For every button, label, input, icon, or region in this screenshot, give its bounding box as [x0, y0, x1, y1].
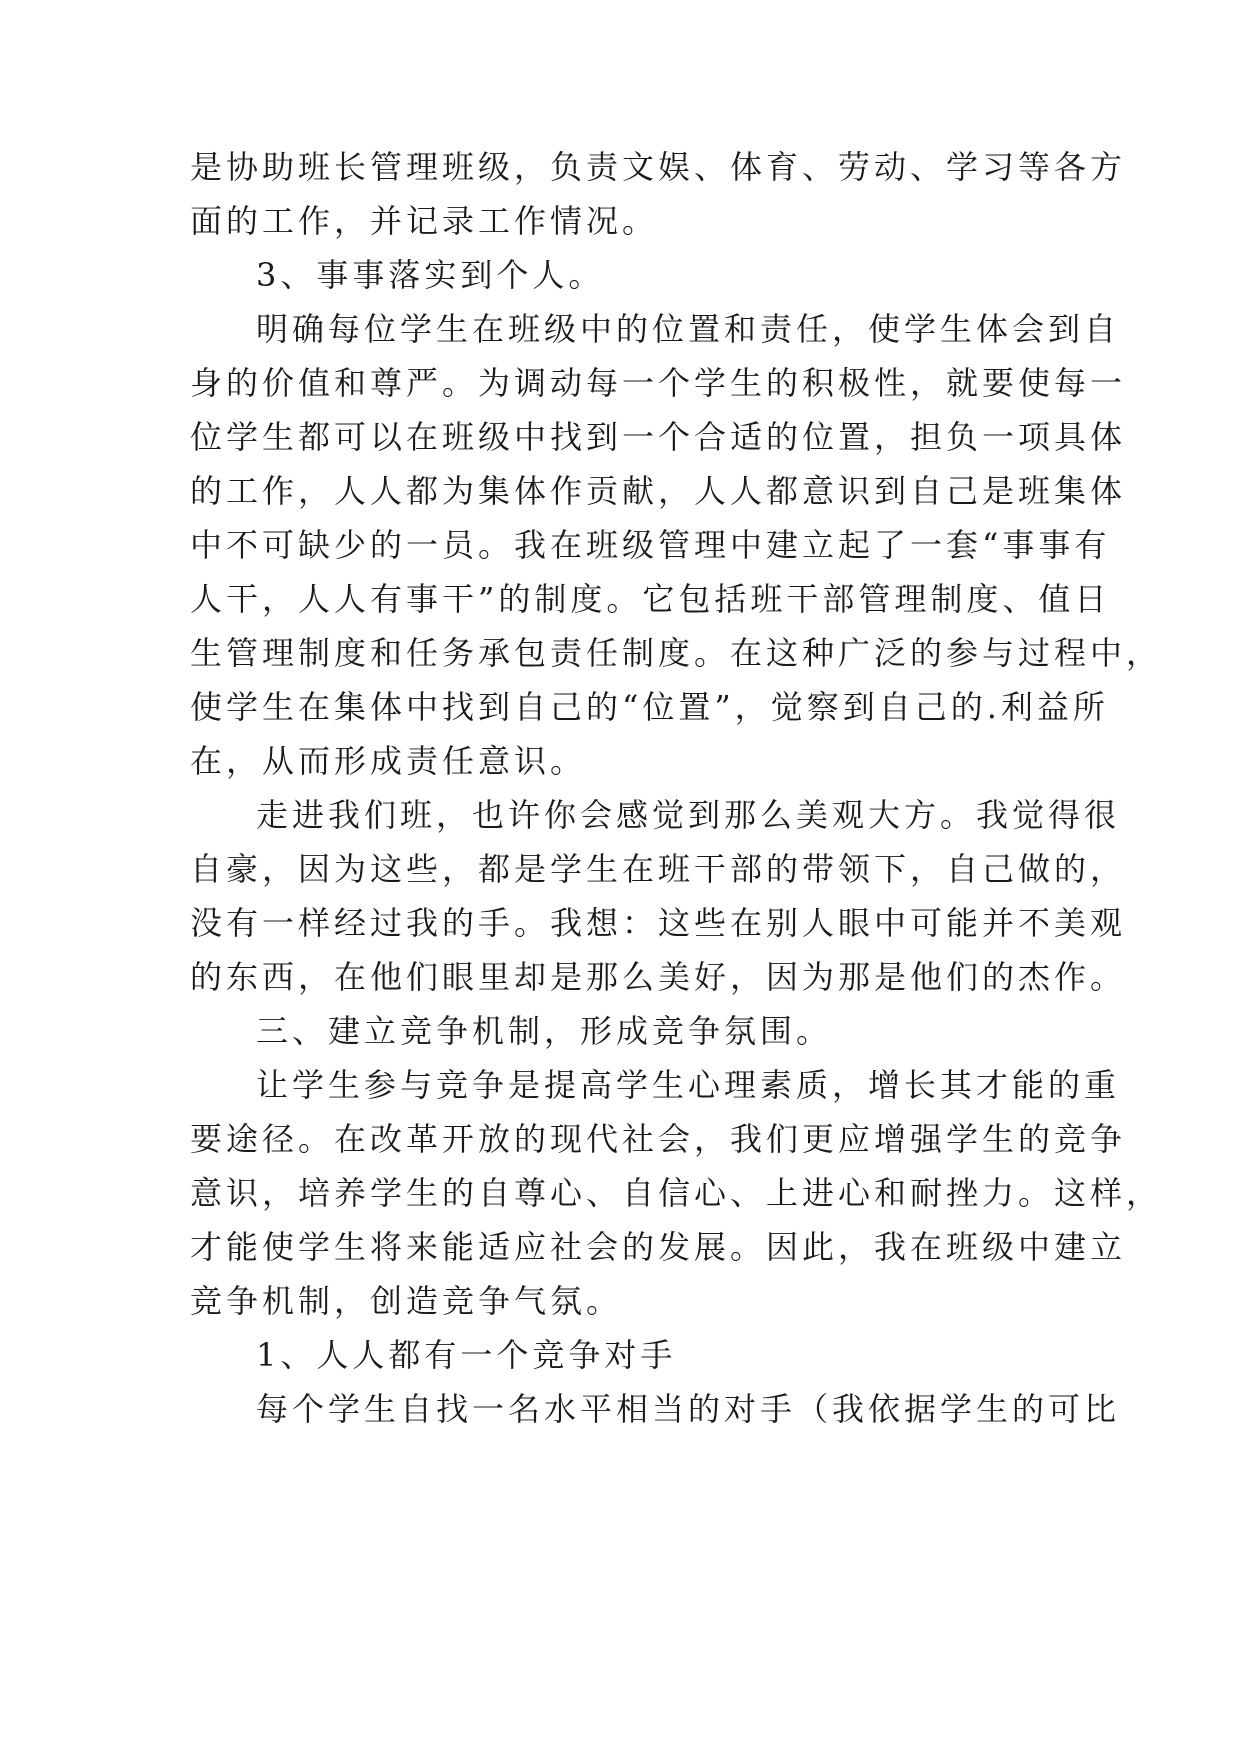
text-line: 位学生都可以在班级中找到一个合适的位置，担负一项具体	[190, 418, 1127, 456]
paragraph-first-line: 走进我们班，也许你会感觉到那么美观大方。我觉得很	[256, 796, 1121, 834]
section-heading: 三、建立竞争机制，形成竞争氛围。	[256, 1012, 833, 1050]
text-line: 的东西，在他们眼里却是那么美好，因为那是他们的杰作。	[190, 958, 1127, 996]
text-line: 中不可缺少的一员。我在班级管理中建立起了一套“事事有	[190, 526, 1111, 564]
paragraph-first-line: 每个学生自找一名水平相当的对手（我依据学生的可比	[256, 1390, 1121, 1428]
text-line: 竞争机制，创造竞争气氛。	[190, 1282, 623, 1320]
text-line: 在，从而形成责任意识。	[190, 742, 587, 780]
text-line: 要途径。在改革开放的现代社会，我们更应增强学生的竞争	[190, 1120, 1127, 1158]
text-line: 生管理制度和任务承包责任制度。在这种广泛的参与过程中，	[190, 634, 1163, 672]
text-line: 的工作，人人都为集体作贡献，人人都意识到自己是班集体	[190, 472, 1127, 510]
text-line: 是协助班长管理班级，负责文娱、体育、劳动、学习等各方	[190, 148, 1127, 186]
paragraph-first-line: 让学生参与竞争是提高学生心理素质，增长其才能的重	[256, 1066, 1121, 1104]
text-line: 人干，人人有事干”的制度。它包括班干部管理制度、值日	[190, 580, 1111, 618]
text-line: 使学生在集体中找到自己的“位置”，觉察到自己的.利益所	[190, 688, 1109, 726]
section-heading: 1、人人都有一个竞争对手	[256, 1336, 677, 1374]
text-line: 意识，培养学生的自尊心、自信心、上进心和耐挫力。这样，	[190, 1174, 1163, 1212]
section-heading: 3、事事落实到个人。	[256, 256, 605, 294]
text-line: 才能使学生将来能适应社会的发展。因此，我在班级中建立	[190, 1228, 1127, 1266]
paragraph-first-line: 明确每位学生在班级中的位置和责任，使学生体会到自	[256, 310, 1121, 348]
text-line: 没有一样经过我的手。我想：这些在别人眼中可能并不美观	[190, 904, 1127, 942]
text-line: 自豪，因为这些，都是学生在班干部的带领下，自己做的，	[190, 850, 1127, 888]
text-line: 面的工作，并记录工作情况。	[190, 202, 659, 240]
text-line: 身的价值和尊严。为调动每一个学生的积极性，就要使每一	[190, 364, 1127, 402]
